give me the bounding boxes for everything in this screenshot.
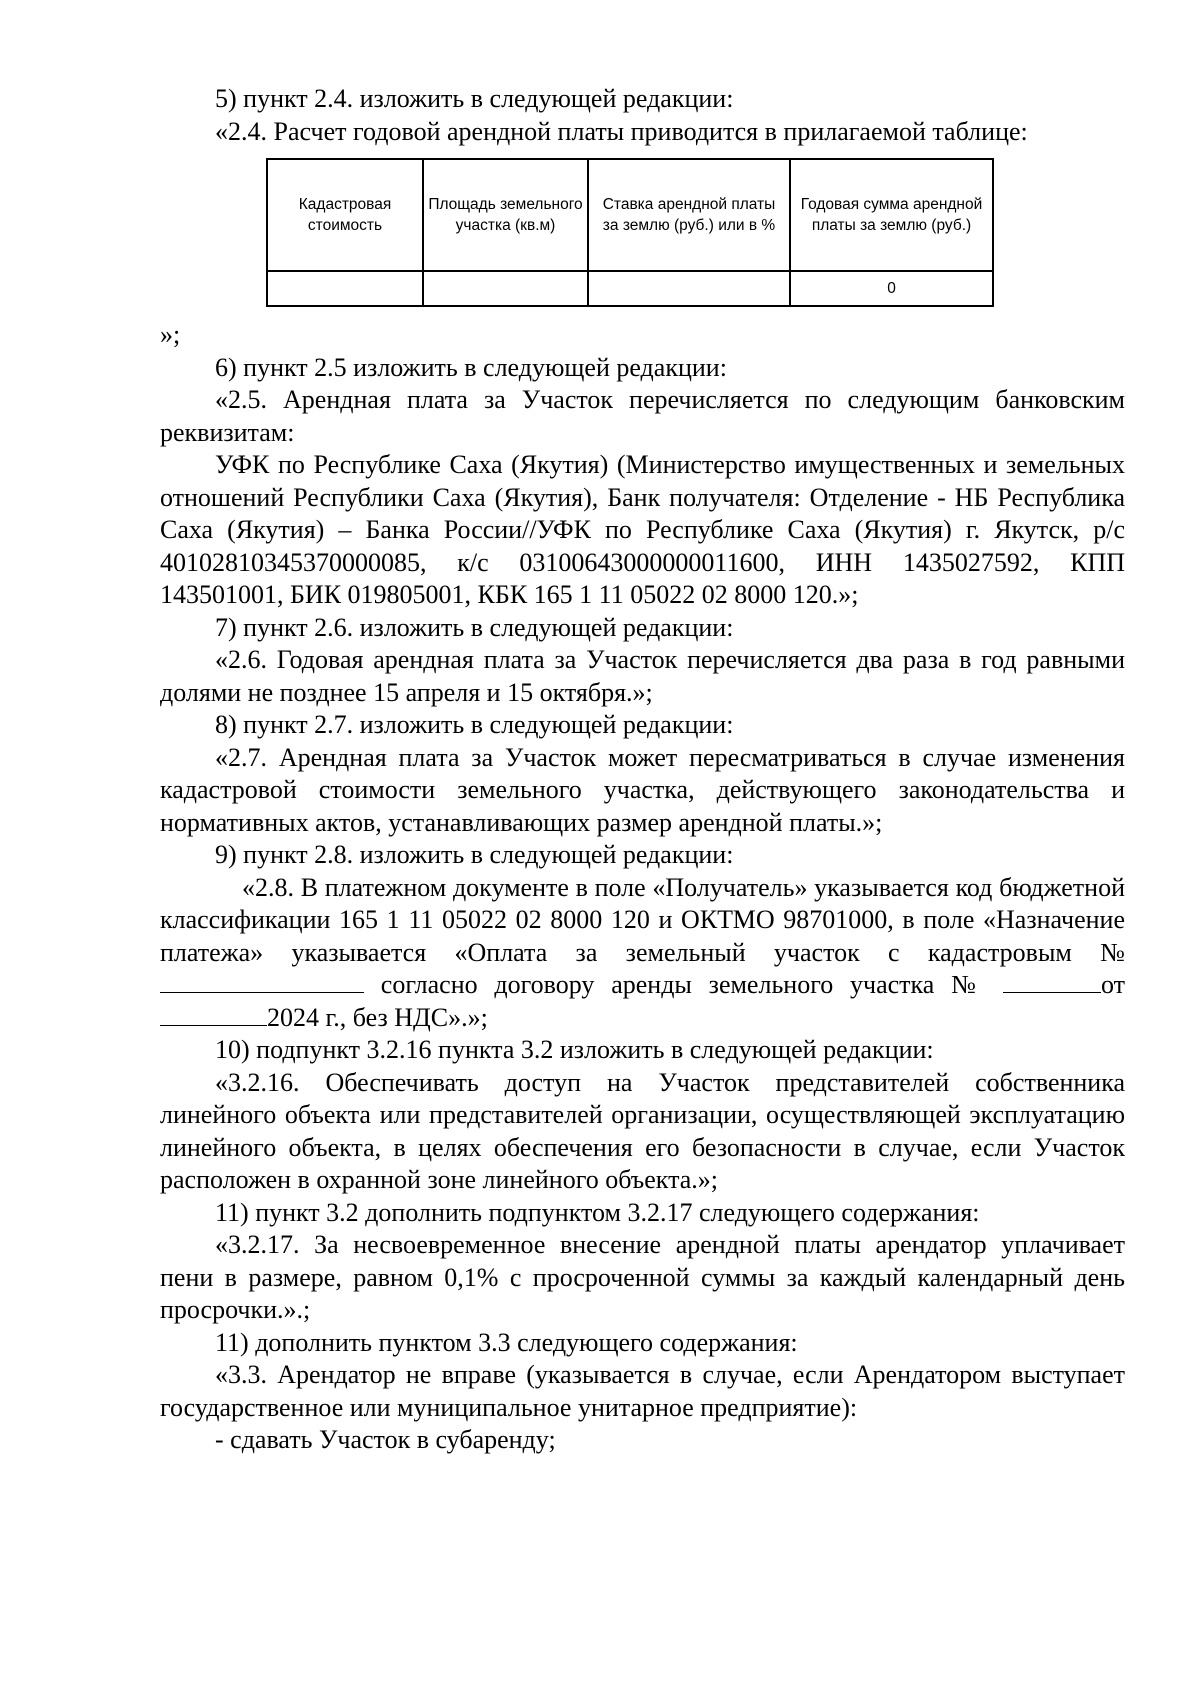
table-row	[267, 271, 993, 306]
item-5-intro: 5) пункт 2.4. изложить в следующей редакции:	[215, 84, 734, 113]
item-9-text-d: 2024 г., без НДС».»;	[267, 1002, 488, 1032]
cadastral-number-blank	[160, 970, 364, 993]
item-5-text: «2.4. Расчет годовой арендной платы приводится в прилагаемой таблице:	[215, 116, 1028, 146]
item-9-text-b: согласно договору аренды земельного участка №	[380, 970, 987, 999]
item-5-closing: »;	[160, 320, 181, 349]
item-8-text: «2.7. Арендная плата за Участок может пересматриваться в случае изменения кадастровой стоимости земельного участка, действующего законодательства и нормативных актов, устанавливающих размер арендной платы.»;	[160, 742, 1125, 837]
header-cadastral-value: Кадастровая стоимость	[267, 159, 423, 271]
cell-annual-sum: 0	[790, 271, 993, 306]
header-annual-sum: Годовая сумма арендной платы за землю (руб.)	[790, 159, 993, 271]
item-6-text: «2.5. Арендная плата за Участок перечисляется по следующим банковским реквизитам:	[160, 385, 1125, 447]
table-header-row	[267, 159, 993, 271]
item-10-text: «3.2.16. Обеспечивать доступ на Участок представителей собственника линейного объекта или представителей организации, осуществляющей эксплуатацию линейного объекта, в целях обеспечения его безопасности в случае, если Участок расположен в охранной зоне линейного объекта.»;	[160, 1067, 1125, 1194]
item-11b-bullet: - сдавать Участок в субаренду;	[215, 1425, 556, 1454]
item-9-intro: 9) пункт 2.8. изложить в следующей редакции:	[215, 840, 734, 869]
contract-date-blank	[160, 1003, 267, 1026]
rent-calculation-table	[266, 158, 994, 307]
item-8-intro: 8) пункт 2.7. изложить в следующей редакции:	[215, 710, 734, 739]
item-11b-intro: 11) дополнить пунктом 3.3 следующего содержания:	[215, 1327, 798, 1357]
item-11b-text: «3.3. Арендатор не вправе (указывается в случае, если Арендатором выступает государственное или муниципальное унитарное предприятие):	[160, 1360, 1125, 1422]
item-7-intro: 7) пункт 2.6. изложить в следующей редакции:	[215, 612, 734, 642]
cell-land-area	[423, 271, 588, 306]
header-rent-rate: Ставка арендной платы за землю (руб.) или в %	[588, 159, 790, 271]
item-6-intro: 6) пункт 2.5 изложить в следующей редакции:	[215, 352, 727, 382]
item-9-text-c: от	[1100, 970, 1125, 999]
contract-number-blank	[1003, 970, 1101, 993]
rent-table-wrapper	[266, 158, 1125, 307]
item-11a-text: «3.2.17. За несвоевременное внесение арендной платы арендатор уплачивает пени в размере, равном 0,1% с просроченной суммы за каждый календарный день просрочки.».;	[160, 1230, 1125, 1324]
item-6-requisites: УФК по Республике Саха (Якутия) (Министерство имущественных и земельных отношений Республики Саха (Якутия), Банк получателя: Отделение - НБ Республика Саха (Якутия) – Банка России//УФК по Республике Саха (Якутия) г. Якутск, р/с 40102810345370000085, к/с 03100643000000011600, ИНН 1435027592, КПП 143501001, БИК 019805001, КБК 165 1 11 05022 02 8000 120.»;	[160, 450, 1125, 609]
item-7-text: «2.6. Годовая арендная плата за Участок перечисляется два раза в год равными долями не позднее 15 апреля и 15 октября.»;	[160, 645, 1125, 707]
header-land-area: Площадь земельного участка (кв.м)	[423, 159, 588, 271]
item-9-text-a: «2.8. В платежном документе в поле «Получатель» указывается код бюджетной классификации 165 1 11 05022 02 8000 120 и ОКТМО 98701000, в поле «Назначение платежа» указывается «Оплата за земельный участок с кадастровым №	[160, 872, 1125, 967]
item-10-intro: 10) подпункт 3.2.16 пункта 3.2 изложить в следующей редакции:	[215, 1035, 934, 1064]
item-9-text	[160, 872, 1125, 1035]
document-page	[160, 83, 1125, 1457]
cell-cadastral-value	[267, 271, 423, 306]
item-11a-intro: 11) пункт 3.2 дополнить подпунктом 3.2.17 следующего содержания:	[215, 1197, 980, 1227]
cell-rent-rate	[588, 271, 790, 306]
